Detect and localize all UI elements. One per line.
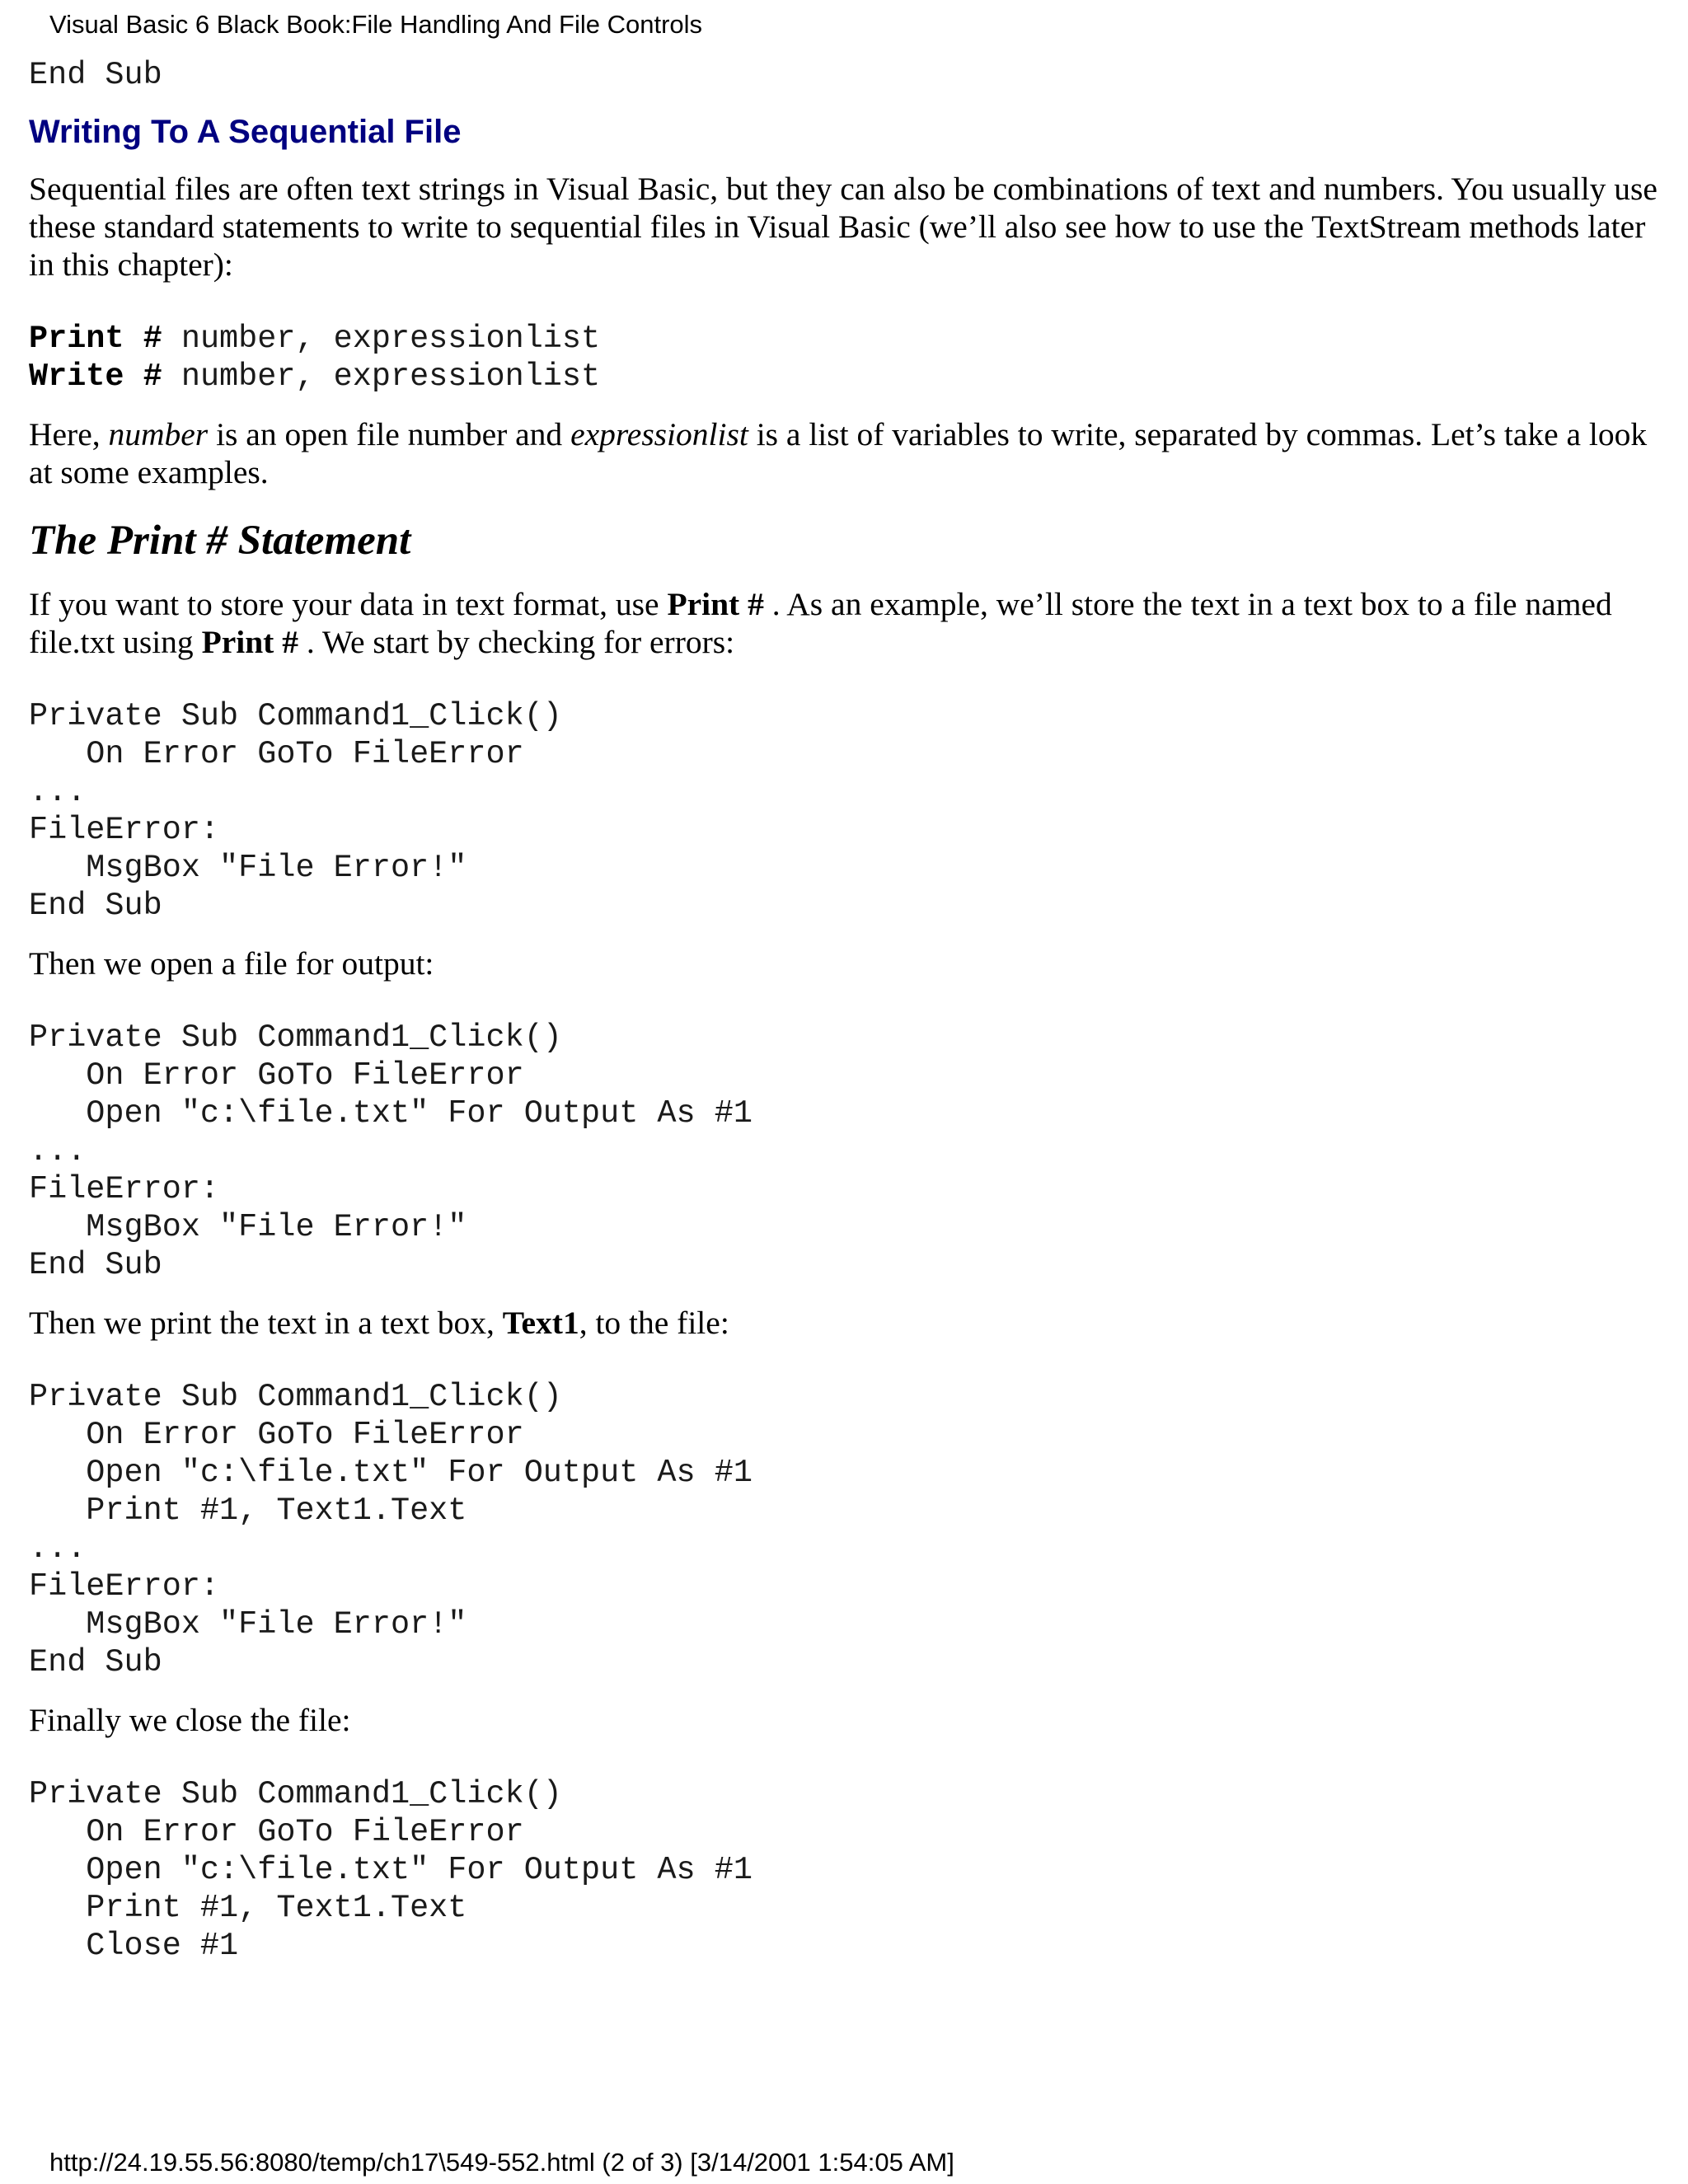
print-intro-text: . We start by checking for errors: <box>298 624 735 660</box>
print-header-title: Visual Basic 6 Black Book:File Handling And File Controls <box>49 10 703 39</box>
print-statement-bold: Print # <box>667 586 764 622</box>
syntax-write-keyword: Write # <box>29 359 162 395</box>
code-block-close-file: Private Sub Command1_Click() On Error GoTo FileError Open "c:\file.txt" For Output As #1 Print #1, Text1.Text Close #1 <box>29 1776 753 1964</box>
step-print-text: Then we print the text in a text box, <box>29 1305 503 1341</box>
text1-bold: Text1 <box>502 1305 579 1341</box>
step-open-paragraph: Then we open a file for output: <box>29 945 434 982</box>
print-intro-text: If you want to store your data in text format, use <box>29 586 668 622</box>
syntax-block <box>29 320 1661 396</box>
syntax-print-args: number, expressionlist <box>162 321 601 357</box>
syntax-write-args: number, expressionlist <box>162 359 601 395</box>
intro-paragraph: Sequential files are often text strings in Visual Basic, but they can also be combinations of text and numbers. You usually use these standard statements to write to sequential files in Visual Basic (we’ll also see how to use the TextStream methods later in this chapter): <box>29 171 1658 283</box>
document-body <box>29 56 1661 1965</box>
term-number: number <box>108 416 209 452</box>
print-statement-bold: Print # <box>201 624 298 660</box>
code-block-print-text: Private Sub Command1_Click() On Error GoTo FileError Open "c:\file.txt" For Output As #1 Print #1, Text1.Text ... FileError: MsgBox "File Error!" End Sub <box>29 1379 753 1680</box>
syntax-write-line <box>29 358 1661 396</box>
print-footer-url: http://24.19.55.56:8080/temp/ch17\549-552.html (2 of 3) [3/14/2001 1:54:05 AM] <box>49 2148 954 2177</box>
term-expressionlist: expressionlist <box>570 416 748 452</box>
explain-text: is a list of variables to write, separated by commas. Let’s take a look at some examples. <box>29 416 1648 490</box>
syntax-print-line <box>29 320 1661 358</box>
syntax-print-keyword: Print # <box>29 321 162 357</box>
explain-text: Here, <box>29 416 109 452</box>
code-block-error-check: Private Sub Command1_Click() On Error GoTo FileError ... FileError: MsgBox "File Error!" End Sub <box>29 698 562 924</box>
explain-text: is an open file number and <box>208 416 571 452</box>
print-intro-paragraph <box>29 585 1661 661</box>
print-intro-text: . As an example, we’ll store the text in a text box to a file named file.txt using <box>29 586 1612 660</box>
code-end-sub: End Sub <box>29 57 162 93</box>
section-heading: Writing To A Sequential File <box>29 114 462 150</box>
subheading-print-statement: The Print # Statement <box>29 518 411 564</box>
code-block-open-file: Private Sub Command1_Click() On Error GoTo FileError Open "c:\file.txt" For Output As #1 ... FileError: MsgBox "File Error!" End Sub <box>29 1019 753 1283</box>
step-print-text: , to the file: <box>579 1305 729 1341</box>
step-close-paragraph: Finally we close the file: <box>29 1702 351 1738</box>
explain-paragraph <box>29 415 1661 491</box>
step-print-paragraph <box>29 1304 1661 1342</box>
